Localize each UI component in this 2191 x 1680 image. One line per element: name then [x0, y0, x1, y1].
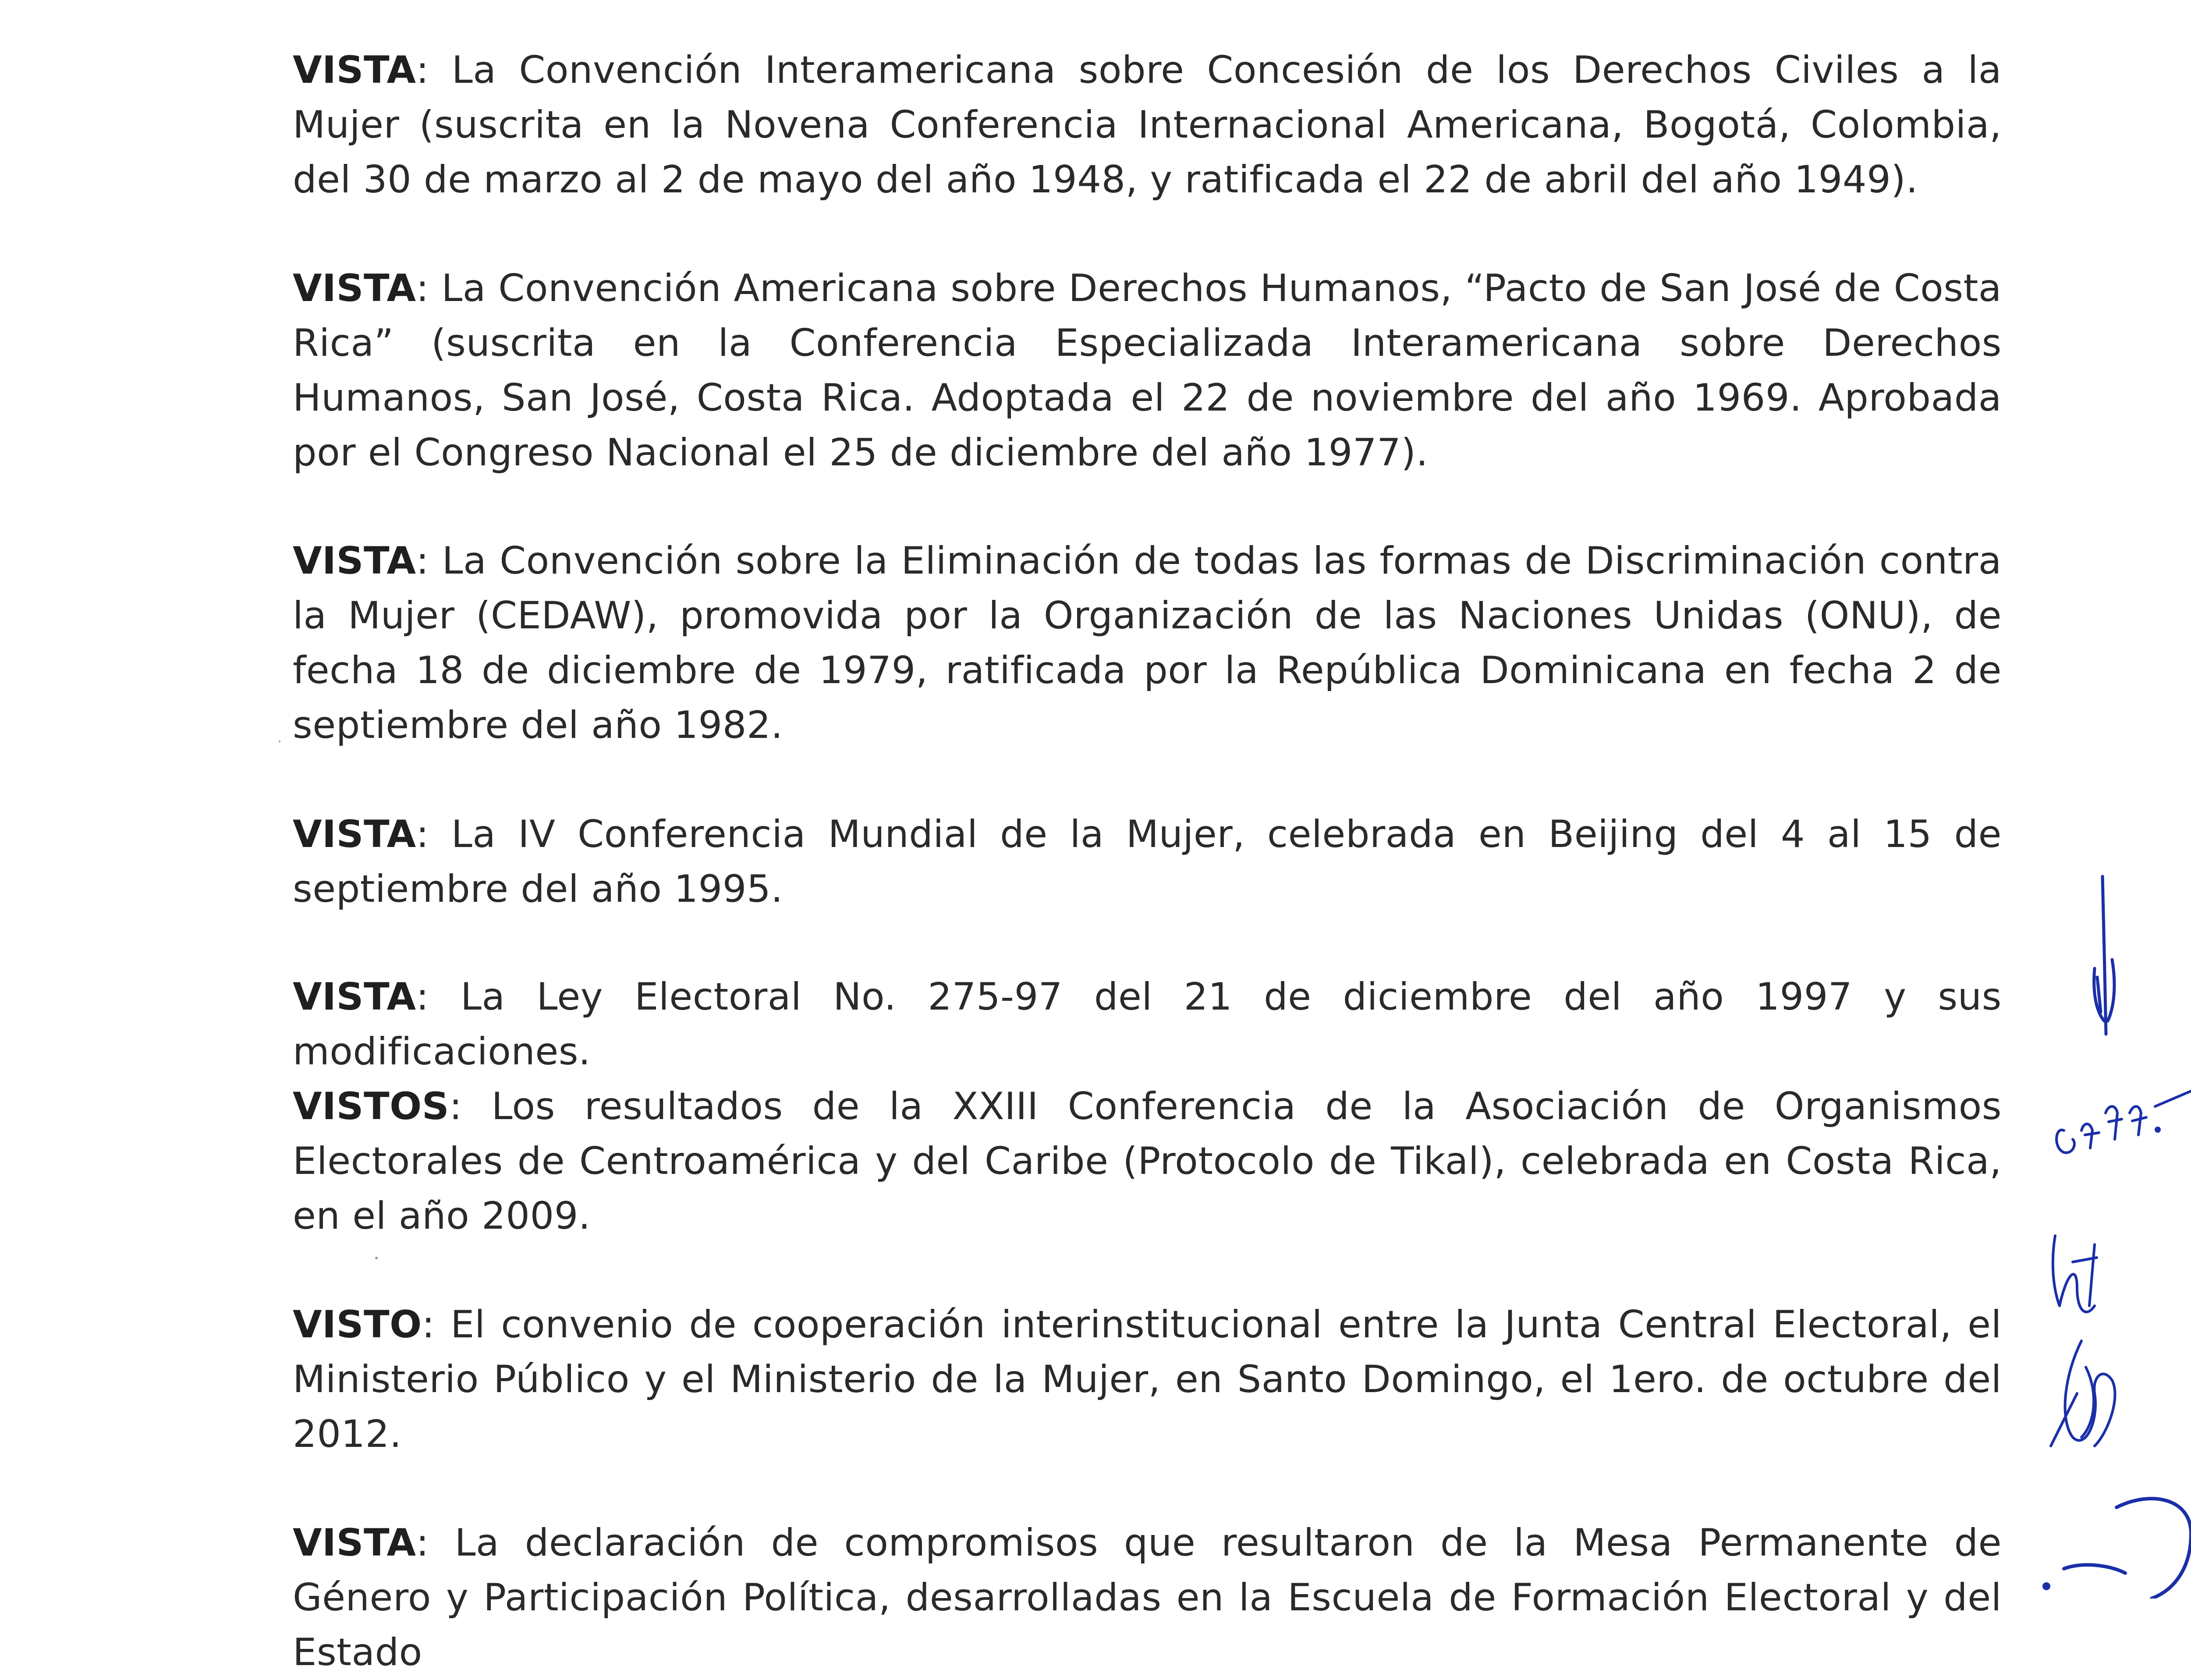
paragraph-text: : La IV Conferencia Mundial de la Mujer, celebrada en Beijing del 4 al 15 de septiembre del año 1995. — [293, 812, 2002, 911]
scan-speck — [279, 741, 280, 742]
paragraph-lead: VISTA — [293, 48, 416, 92]
paragraph-lead: VISTA — [293, 1521, 416, 1565]
paragraph-vista-6 — [293, 1516, 2002, 1680]
paragraph-text: : El convenio de cooperación interinstitucional entre la Junta Central Electoral, el Ministerio Público y el Ministerio de la Mujer, en Santo Domingo, el 1ero. de octubre del 2012. — [293, 1303, 2002, 1456]
signature-mark-2 — [2053, 1236, 2097, 1312]
paragraph-text: : La Ley Electoral No. 275-97 del 21 de diciembre del año 1997 y sus modificaciones. — [293, 975, 2002, 1074]
paragraph-lead: VISTA — [293, 812, 416, 856]
paragraph-vista-5 — [293, 970, 2002, 1079]
paragraph-text: : La Convención sobre la Eliminación de todas las formas de Discriminación contra la Mujer (CEDAW), promovida por la Organización de las Naciones Unidas (ONU), de fecha 18 de diciembre de 1979, ratificada por la República Dominicana en fecha 2 de septiembre del año 1982. — [293, 539, 2002, 747]
paragraph-vista-3 — [293, 534, 2002, 753]
paragraph-text: : Los resultados de la XXIII Conferencia de la Asociación de Organismos Electorales de Centroamérica y del Caribe (Protocolo de Tikal), celebrada en Costa Rica, en el año 2009. — [293, 1085, 2002, 1238]
paragraph-vistos — [293, 1079, 2002, 1244]
paragraph-lead: VISTO — [293, 1303, 422, 1347]
paragraph-lead: VISTA — [293, 539, 416, 583]
signature-initials-cff — [2056, 1091, 2191, 1153]
paragraph-lead: VISTA — [293, 975, 416, 1019]
signature-mark-3 — [2051, 1341, 2115, 1446]
signature-mark-4 — [2044, 1499, 2191, 1598]
paragraph-text: : La declaración de compromisos que resultaron de la Mesa Permanente de Género y Participación Política, desarrolladas en la Escuela de Formación Electoral y del Estado — [293, 1521, 2002, 1674]
paragraph-lead: VISTA — [293, 266, 416, 310]
paragraph-vista-4 — [293, 807, 2002, 917]
scan-speck — [375, 1257, 378, 1259]
paragraph-text: : La Convención Americana sobre Derechos Humanos, “Pacto de San José de Costa Rica” (suscrita en la Conferencia Especializada Interamericana sobre Derechos Humanos, San José, Costa Rica. Adoptada el 22 de noviembre del año 1969. Aprobada por el Congreso Nacional el 25 de diciembre del año 1977). — [293, 266, 2002, 475]
paragraph-vista-2 — [293, 261, 2002, 480]
paragraph-lead: VISTOS — [293, 1085, 450, 1128]
handwritten-initials — [2007, 868, 2191, 1598]
signature-mark-1 — [2094, 876, 2114, 1034]
paragraph-visto — [293, 1297, 2002, 1462]
paragraph-vista-1 — [293, 43, 2002, 207]
paragraph-text: : La Convención Interamericana sobre Concesión de los Derechos Civiles a la Mujer (suscrita en la Novena Conferencia Internacional Americana, Bogotá, Colombia, del 30 de marzo al 2 de mayo del año 1948, y ratificada el 22 de abril del año 1949). — [293, 48, 2002, 202]
